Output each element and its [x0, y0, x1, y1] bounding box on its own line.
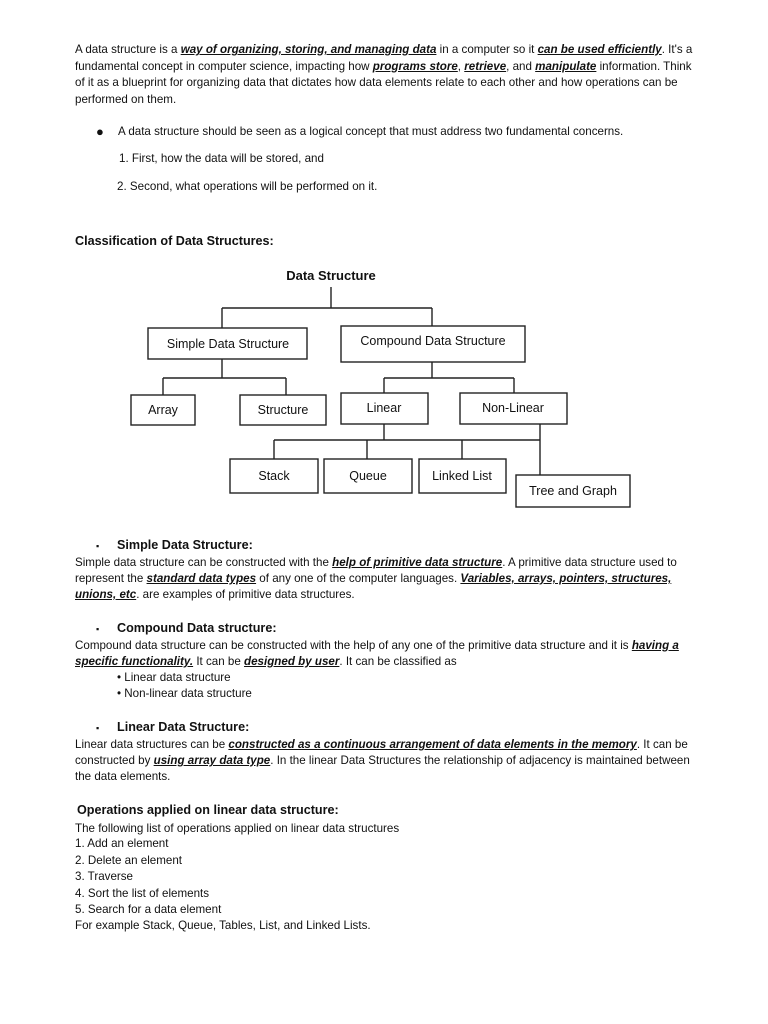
- simple-emphasis-1: help of primitive data structure: [332, 556, 503, 569]
- compound-emphasis-2: designed by user: [244, 655, 340, 668]
- operation-item: 3. Traverse: [75, 870, 133, 883]
- linear-heading: Linear Data Structure:: [117, 720, 250, 734]
- linear-emphasis-2: using array data type: [153, 754, 271, 767]
- compound-emphasis-1: having a specific functionality.: [75, 639, 679, 668]
- compound-text-3: . It can be classified as: [339, 655, 457, 668]
- bullet-dot: ●: [96, 124, 104, 139]
- intro-emphasis-5: manipulate: [535, 59, 597, 73]
- compound-text-1: Compound data structure can be constructed with the help of any one of the primitive data structure and it is: [75, 639, 632, 652]
- linkedlist-label: Linked List: [432, 469, 492, 483]
- operation-item: 1. Add an element: [75, 837, 169, 850]
- linear-paragraph: [75, 737, 697, 785]
- operations-intro: The following list of operations applied on linear data structures: [75, 822, 400, 835]
- compound-label: Compound Data Structure: [360, 334, 506, 348]
- simple-text-2: . A primitive data structure used to represent the: [75, 556, 677, 585]
- concern-text: A data structure should be seen as a logical concept that must address two fundamental concerns.: [118, 125, 624, 138]
- operations-example: For example Stack, Queue, Tables, List, and Linked Lists.: [75, 919, 371, 932]
- intro-emphasis-4: retrieve: [464, 59, 507, 73]
- intro-text-1: A data structure is a: [75, 43, 181, 56]
- simple-heading: Simple Data Structure:: [117, 538, 253, 552]
- classification-diagram: [120, 262, 642, 520]
- root-label: Data Structure: [286, 268, 376, 283]
- simple-paragraph: [75, 555, 697, 603]
- intro-emphasis-1: way of organizing, storing, and managing data: [180, 43, 437, 56]
- concern-item: 2. Second, what operations will be performed on it.: [117, 180, 378, 193]
- treegraph-label: Tree and Graph: [529, 484, 617, 498]
- linear-text-1: Linear data structures can be: [75, 738, 229, 751]
- simple-text-4: . are examples of primitive data structures.: [136, 588, 355, 601]
- classification-heading: Classification of Data Structures:: [75, 234, 274, 248]
- compound-text-2: It can be: [193, 655, 245, 668]
- intro-text-5: , and: [506, 59, 536, 73]
- intro-emphasis-3: programs store: [372, 59, 458, 73]
- operation-item: 4. Sort the list of elements: [75, 887, 210, 900]
- operation-item: 5. Search for a data element: [75, 903, 222, 916]
- linear-text-3: . In the linear Data Structures the relationship of adjacency is maintained between the data elements.: [75, 754, 690, 783]
- compound-paragraph: [75, 638, 697, 670]
- linear-text-2: . It can be constructed by: [75, 738, 688, 767]
- intro-text-4: ,: [457, 59, 465, 73]
- compound-heading: Compound Data structure:: [117, 621, 277, 635]
- intro-paragraph: [75, 42, 697, 108]
- queue-label: Queue: [349, 469, 387, 483]
- intro-text-6: information. Think of it as a blueprint for organizing data that dictates how data elements relate to each other and how operations can be performed on them.: [75, 59, 692, 106]
- simple-emphasis-3: Variables, arrays, pointers, structures, unions, etc: [75, 572, 672, 601]
- simple-text-1: Simple data structure can be constructed with the: [75, 556, 333, 569]
- intro-text-3: . It's a fundamental concept in computer science, impacting how: [75, 43, 693, 73]
- compound-item: • Non-linear data structure: [117, 687, 252, 700]
- operations-heading: Operations applied on linear data structure:: [77, 803, 339, 817]
- array-label: Array: [148, 403, 178, 417]
- simple-label: Simple Data Structure: [166, 337, 290, 351]
- square-bullet: ▪: [96, 723, 100, 733]
- intro-text-2: in a computer so it: [436, 43, 538, 56]
- compound-item: • Linear data structure: [117, 671, 231, 684]
- nonlinear-label: Non-Linear: [482, 401, 544, 415]
- linear-label: Linear: [366, 401, 402, 415]
- stack-label: Stack: [258, 469, 290, 483]
- simple-emphasis-2: standard data types: [146, 572, 257, 585]
- square-bullet: ▪: [96, 541, 100, 551]
- operation-item: 2. Delete an element: [75, 854, 182, 867]
- simple-text-3: of any one of the computer languages.: [256, 572, 461, 585]
- concern-item: 1. First, how the data will be stored, and: [119, 152, 324, 165]
- intro-emphasis-2: can be used efficiently: [537, 43, 662, 56]
- linear-emphasis-1: constructed as a continuous arrangement of data elements in the memory: [228, 738, 637, 751]
- structure-label: Structure: [257, 403, 309, 417]
- square-bullet: ▪: [96, 624, 100, 634]
